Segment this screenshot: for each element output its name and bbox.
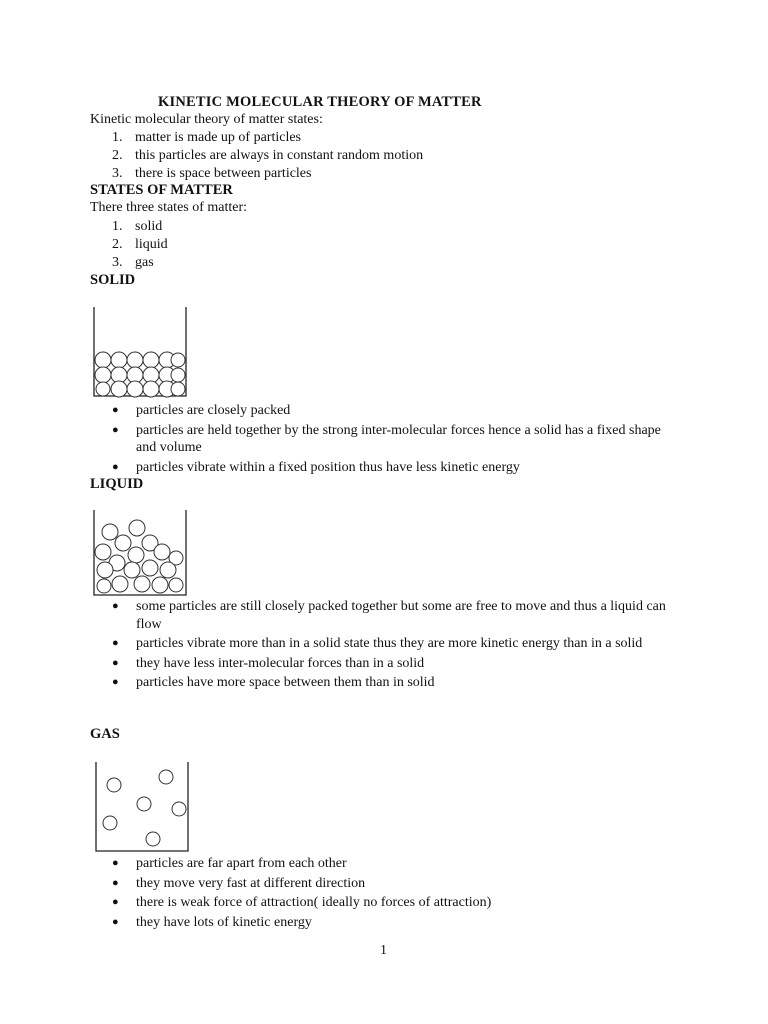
solid-bullets [112,402,672,478]
theory-points-list [112,129,423,183]
liquid-heading: LIQUID [90,476,144,492]
list-item: ● they have less inter-molecular forces than in a solid [112,655,425,671]
intro-text: Kinetic molecular theory of matter states: [90,112,323,127]
gas-bullets [112,855,672,933]
list-item: 3. gas [112,255,154,270]
list-item: 1. solid [112,219,163,234]
list-item: ● they move very fast at different direction [112,875,366,891]
solid-particles-diagram [90,305,190,399]
liquid-particles-diagram [90,508,190,598]
page-title: KINETIC MOLECULAR THEORY OF MATTER [158,94,482,110]
list-item: ● they have lots of kinetic energy [112,914,312,930]
list-item: ● some particles are still closely packed together but some are free to move and thus a liquid can flow [112,599,666,632]
states-heading: STATES OF MATTER [90,182,233,198]
states-intro: There three states of matter: [90,200,248,215]
list-item: ● particles vibrate within a fixed position thus have less kinetic energy [112,459,520,475]
list-item: ● particles are far apart from each other [112,856,347,871]
liquid-bullets [112,598,672,694]
gas-heading: GAS [90,726,120,742]
list-item: ● particles vibrate more than in a solid state thus they are more kinetic energy than in a solid [112,636,643,651]
list-item: 2. liquid [112,237,168,252]
list-item: 2. this particles are always in constant random motion [112,148,424,163]
list-item: ● particles have more space between them than in solid [112,675,435,690]
list-item: ● particles are closely packed [112,403,291,418]
list-item: 3. there is space between particles [112,166,312,181]
list-item: ● particles are held together by the strong inter-molecular forces hence a solid has a fixed shape and volume [112,422,661,455]
solid-heading: SOLID [90,272,136,288]
list-item: ● there is weak force of attraction( ideally no forces of attraction) [112,895,492,910]
gas-particles-diagram [92,760,192,854]
states-list [112,218,168,272]
list-item: 1. matter is made up of particles [112,130,301,145]
page-number: 1 [380,943,387,958]
